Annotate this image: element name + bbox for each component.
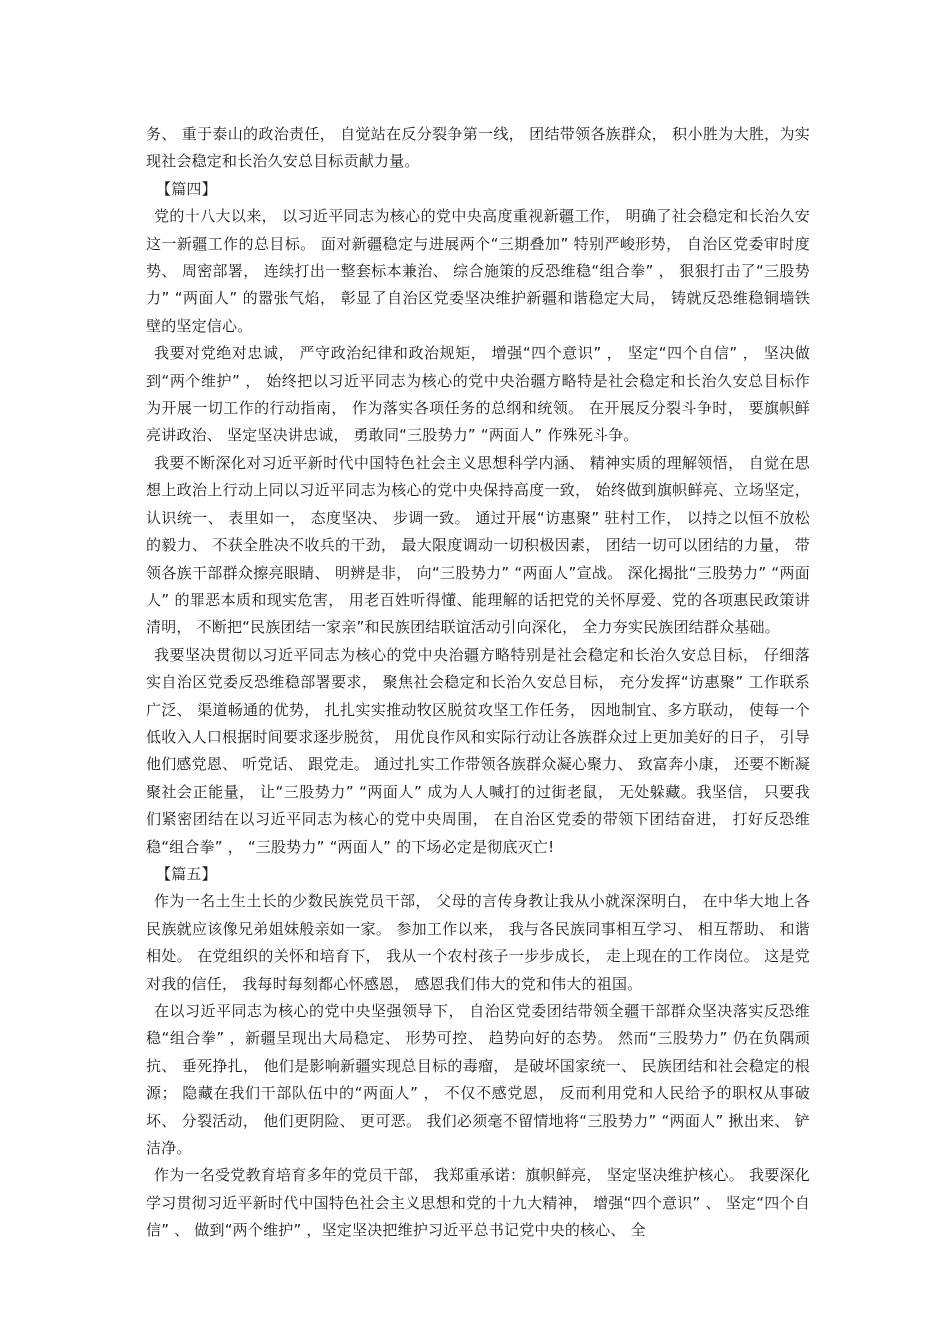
- document-body: [146, 121, 810, 1245]
- paragraph: 作为一名受党教育培育多年的党员干部， 我郑重承诺：旗帜鲜亮， 坚定坚决维护核心。 我要深化学习贯彻习近平新时代中国特色社会主义思想和党的十九大精神， 增强“四个意识” 、 坚定“四个自信” 、 做到“两个维护” ，坚定坚决把维护习近平总书记党中央的核心、 全: [146, 1166, 810, 1240]
- paragraph: 我要对党绝对忠诚， 严守政治纪律和政治规矩， 增强“四个意识” ， 坚定“四个自信” ， 坚决做到“两个维护” ， 始终把以习近平同志为核心的党中央治疆方略特是社会稳定和长治久安总目标作为开展一切工作的行动指南， 作为落实各项任务的总纲和统领。 在开展反分裂斗争时， 要旗帜鲜亮讲政治、 坚定坚决讲忠诚， 勇敢同“三股势力” “两面人” 作殊死斗争。: [146, 344, 810, 445]
- paragraph: 我要坚决贯彻以习近平同志为核心的党中央治疆方略特别是社会稳定和长治久安总目标， 仔细落实自治区党委反恐维稳部署要求， 聚焦社会稳定和长治久安总目标， 充分发挥“访惠聚” 工作联系广泛、 渠道畅通的优势， 扎扎实实推动牧区脱贫攻坚工作任务， 因地制宜、多方联动， 使每一个低收入人口根据时间要求逐步脱贫， 用优良作风和实际行动让各族群众过上更加美好的日子， 引导他们感党恩、 听党话、 跟党走。 通过扎实工作带领各族群众凝心聚力、 致富奔小康， 还要不断凝聚社会正能量， 让“三股势力” “两面人” 成为人人喊打的过街老鼠， 无处躲藏。我坚信， 只要我们紧密团结在以习近平同志为核心的党中央周围， 在自治区党委的带领下团结奋进， 打好反恐维稳“组合拳” ， “三股势力” “两面人” 的下场必定是彻底灭亡!: [146, 645, 810, 856]
- paragraph: 党的十八大以来， 以习近平同志为核心的党中央高度重视新疆工作， 明确了社会稳定和长治久安这一新疆工作的总目标。 面对新疆稳定与进展两个“三期叠加” 特别严峻形势， 自治区党委审时度势、 周密部署， 连续打出一整套标本兼治、 综合施策的反恐维稳“组合拳” ， 狠狠打击了“三股势力” “两面人” 的嚣张气焰， 彰显了自治区党委坚决维护新疆和谐稳定大局， 铸就反恐维稳铜墙铁壁的坚定信心。: [146, 207, 810, 335]
- section-heading-4: 【篇四】: [156, 179, 217, 198]
- section-heading-5: 【篇五】: [156, 864, 217, 883]
- paragraph: 作为一名土生土长的少数民族党员干部， 父母的言传身教让我从小就深深明白， 在中华大地上各民族就应该像兄弟姐妹般亲如一家。 参加工作以来， 我与各民族同事相互学习、 相互帮助、 和谐相处。 在党组织的关怀和培育下， 我从一个农村孩子一步步成长， 走上现在的工作岗位。 这是党对我的信任， 我每时每刻都心怀感恩， 感恩我们伟大的党和伟大的祖国。: [146, 892, 810, 993]
- paragraph: 我要不断深化对习近平新时代中国特色社会主义思想科学内涵、 精神实质的理解领悟， 自觉在思想上政治上行动上同以习近平同志为核心的党中央保持高度一致， 始终做到旗帜鲜亮、立场坚定， 认识统一、 表里如一， 态度坚决、 步调一致。 通过开展“访惠聚” 驻村工作， 以持之以恒不放松的毅力、 不获全胜决不收兵的干劲， 最大限度调动一切积极因素， 团结一切可以团结的力量， 带领各族干部群众擦亮眼睛、 明辨是非， 向“三股势力” “两面人”宣战。 深化揭批“三股势力” “两面人” 的罪恶本质和现实危害， 用老百姓听得懂、能理解的话把党的关怀厚爱、党的各项惠民政策讲清明， 不断把“民族团结一家亲”和民族团结联谊活动引向深化， 全力夯实民族团结群众基础。: [146, 453, 810, 637]
- paragraph: 在以习近平同志为核心的党中央坚强领导下， 自治区党委团结带领全疆干部群众坚决落实反恐维稳“组合拳” ，新疆呈现出大局稳定、 形势可控、 趋势向好的态势。 然而“三股势力” 仍在负隅顽抗、 垂死挣扎， 他们是影响新疆实现总目标的毒瘤， 是破坏国家统一、 民族团结和社会稳定的根源； 隐藏在我们干部队伍中的“两面人” ， 不仅不感党恩， 反而利用党和人民给予的职权从事破坏、 分裂活动， 他们更阴险、 更可恶。 我们必须毫不留情地将“三股势力” “两面人” 揪出来、 铲洁净。: [146, 1002, 810, 1158]
- paragraph-continuation: 务、 重于泰山的政治责任， 自觉站在反分裂争第一线， 团结带领各族群众， 积小胜为大胜，为实现社会稳定和长治久安总目标贡献力量。: [146, 125, 810, 171]
